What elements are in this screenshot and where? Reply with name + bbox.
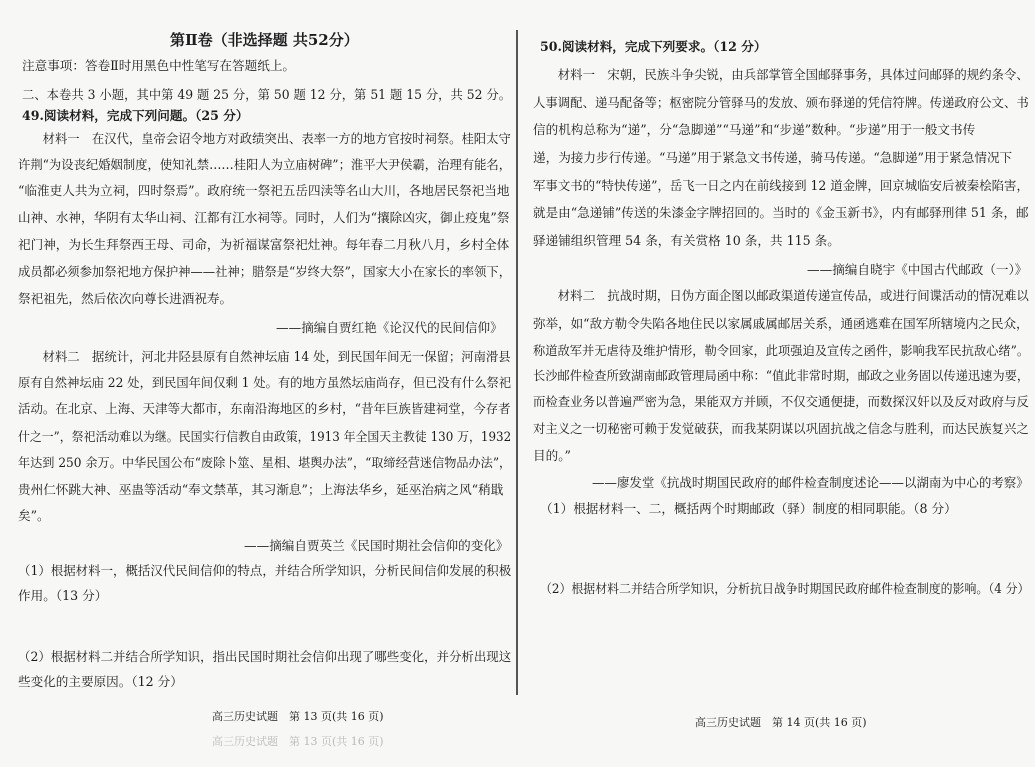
question-2: （2）根据材料二并结合所学知识，分析抗日战争时期国民政府邮件检查制度的影响。（4 分）: [540, 581, 1030, 596]
paragraph-line: 祀门神，为长生拜祭西王母、司命，为祈福谋富祭祀灶神。每年春二月秋八月，乡村全体: [18, 237, 510, 252]
notice-text: 注意事项：答卷Ⅱ时用黑色中性笔写在答题纸上。: [22, 58, 296, 73]
paragraph-line: 信的机构总称为“递”，分“急脚递”“马递”和“步递”数种。“步递”用于一般文书传: [533, 122, 976, 137]
page-divider: [516, 30, 518, 695]
right-page: [520, 0, 1035, 767]
paragraph-line: 材料二 抗战时期，日伪方面企图以邮政渠道传递宣传品，或进行间谍活动的情况难以: [533, 288, 1029, 303]
paragraph-line: 对主义之一切秘密可赖于发觉破获，而我某阴谋以巩固抗战之信念与胜利，而达民族复兴之: [533, 421, 1029, 436]
paragraph-line: 递，为接力步行传递。“马递”用于紧急文书传递，骑马传递。“急脚递”用于紧急情况下: [533, 150, 1013, 165]
paragraph-line: 矣”。: [18, 508, 50, 523]
paragraph-line: 驿递铺组织管理 54 条，有关赏格 10 条，共 115 条。: [533, 233, 840, 248]
paragraph-line: 弥举，如“敌方勒令失陷各地住民以家属戚属邮居关系，通函逃难在国军所辖境内之民众，: [533, 316, 1029, 331]
question-1-line: （1）根据材料一，概括汉代民间信仰的特点，并结合所学知识，分析民间信仰发展的积极: [18, 563, 512, 578]
section-title: 第Ⅱ卷（非选择题 共52分）: [170, 31, 359, 49]
paragraph-line: 山神、水神，华阴有太华山祠、江都有江水祠等。同时，人们为“攘除凶灾，御止疫鬼”祭: [18, 210, 510, 225]
q50-header: 50.阅读材料，完成下列要求。（12 分）: [540, 39, 767, 54]
paragraph-line: 材料二 据统计，河北井陉县原有自然神坛庙 14 处，到民国年间无一保留；河南滑县: [18, 349, 511, 364]
paragraph-line: 目的。”: [533, 448, 571, 463]
left-page: [0, 0, 517, 767]
material2-source: ——廖发堂《抗战时期国民政府的邮件检查制度述论——以湖南为中心的考察》: [592, 475, 1029, 490]
paragraph-line: 材料一 宋朝，民族斗争尖锐，由兵部掌管全国邮驿事务，具体过问邮驿的规约条令、: [533, 67, 1029, 82]
paragraph-line: 成员都必须参加祭祀地方保护神——社神；腊祭是“岁终大祭”，国家大小在家长的率领下，: [18, 264, 512, 279]
paragraph-line: 人事调配、递马配备等；枢密院分管驿马的发放、颁布驿递的凭信符牌。传递政府公文、书: [533, 95, 1029, 110]
paragraph-line: 而检查业务以普遍严密为急，果能双方并顾，不仅交通便捷，而数探汉奸以及反对政府与反: [533, 394, 1029, 409]
page-footer: 高三历史试题 第 14 页(共 16 页): [695, 716, 867, 729]
paragraph-line: 贵州仁怀跳大神、巫蛊等活动“奉文禁革，其习渐息”；上海法华乡，延巫治病之风“稍戢: [18, 482, 504, 497]
paragraph-line: 就是由“急递铺”传送的朱漆金字牌招回的。当时的《金玉新书》，内有邮驿刑律 51 条，邮: [533, 205, 1029, 220]
paragraph-line: 原有自然神坛庙 22 处，到民国年间仅剩 1 处。有的地方虽然坛庙尚存，但已没有什么祭祀: [18, 375, 512, 390]
paragraph-line: 材料一 在汉代，皇帝会诏令地方对政绩突出、表率一方的地方官按时祠祭。桂阳太守: [18, 131, 511, 146]
paragraph-line: 年达到 250 余万。中华民国公布“废除卜筮、星相、堪舆办法”，“取缔经营迷信物品办法”，: [18, 455, 512, 470]
question-1-line: 作用。（13 分）: [18, 588, 108, 603]
material1-source: ——摘编自晓宇《中国古代邮政（一）》: [807, 262, 1028, 277]
material2-source: ——摘编自贾英兰《民国时期社会信仰的变化》: [244, 538, 509, 553]
material1-source: ——摘编自贾红艳《论汉代的民间信仰》: [276, 320, 503, 335]
question-1: （1）根据材料一、二，概括两个时期邮政（驿）制度的相同职能。（8 分）: [540, 501, 957, 516]
paragraph-line: 许荆“为设丧纪婚姻制度，使知礼禁……桂阳人为立庙树碑”；淮平大尹侯霸，治理有能名，: [18, 157, 512, 172]
page-footer: 高三历史试题 第 13 页(共 16 页): [212, 710, 384, 723]
question-2-line: 些变化的主要原因。（12 分）: [18, 674, 183, 689]
q49-header: 49.阅读材料，完成下列问题。（25 分）: [22, 108, 249, 123]
paragraph-line: 祭祀祖先，然后依次向尊长进酒祝寿。: [18, 291, 233, 306]
question-2-line: （2）根据材料二并结合所学知识，指出民国时期社会信仰出现了哪些变化，并分析出现这: [18, 649, 512, 664]
paragraph-line: 军事文书的“特快传递”，岳飞一日之内在前线接到 12 道金牌，回京城临安后被秦桧陷害，: [533, 178, 1029, 193]
paragraph-line: 什之一”，祭祀活动难以为继。民国实行信教自由政策，1913 年全国天主教徒 130 万，1932: [18, 429, 512, 444]
bleed-through-footer: 高三历史试题 第 13 页(共 16 页): [212, 735, 384, 748]
paragraph-line: 称道敌军并无虐待及维护情形，勒令回家，此项强迫及宣传之函件，影响我军民抗敌心绪”。: [533, 343, 1030, 358]
paragraph-line: 长沙邮件检查所致湖南邮政管理局函中称：“值此非常时期，邮政之业务固以传递迅速为要，: [533, 368, 1030, 383]
paragraph-line: “临淮吏人共为立祠，四时祭焉”。政府统一祭祀五岳四渎等名山大川，各地居民祭祀当地: [18, 183, 510, 198]
paragraph-line: 活动。在北京、上海、天津等大都市，东南沿海地区的乡村，“昔年巨族皆建祠堂，今存者: [18, 401, 511, 416]
section-intro: 二、本卷共 3 小题，其中第 49 题 25 分，第 50 题 12 分，第 51 题 15 分，共 52 分。: [22, 87, 512, 102]
